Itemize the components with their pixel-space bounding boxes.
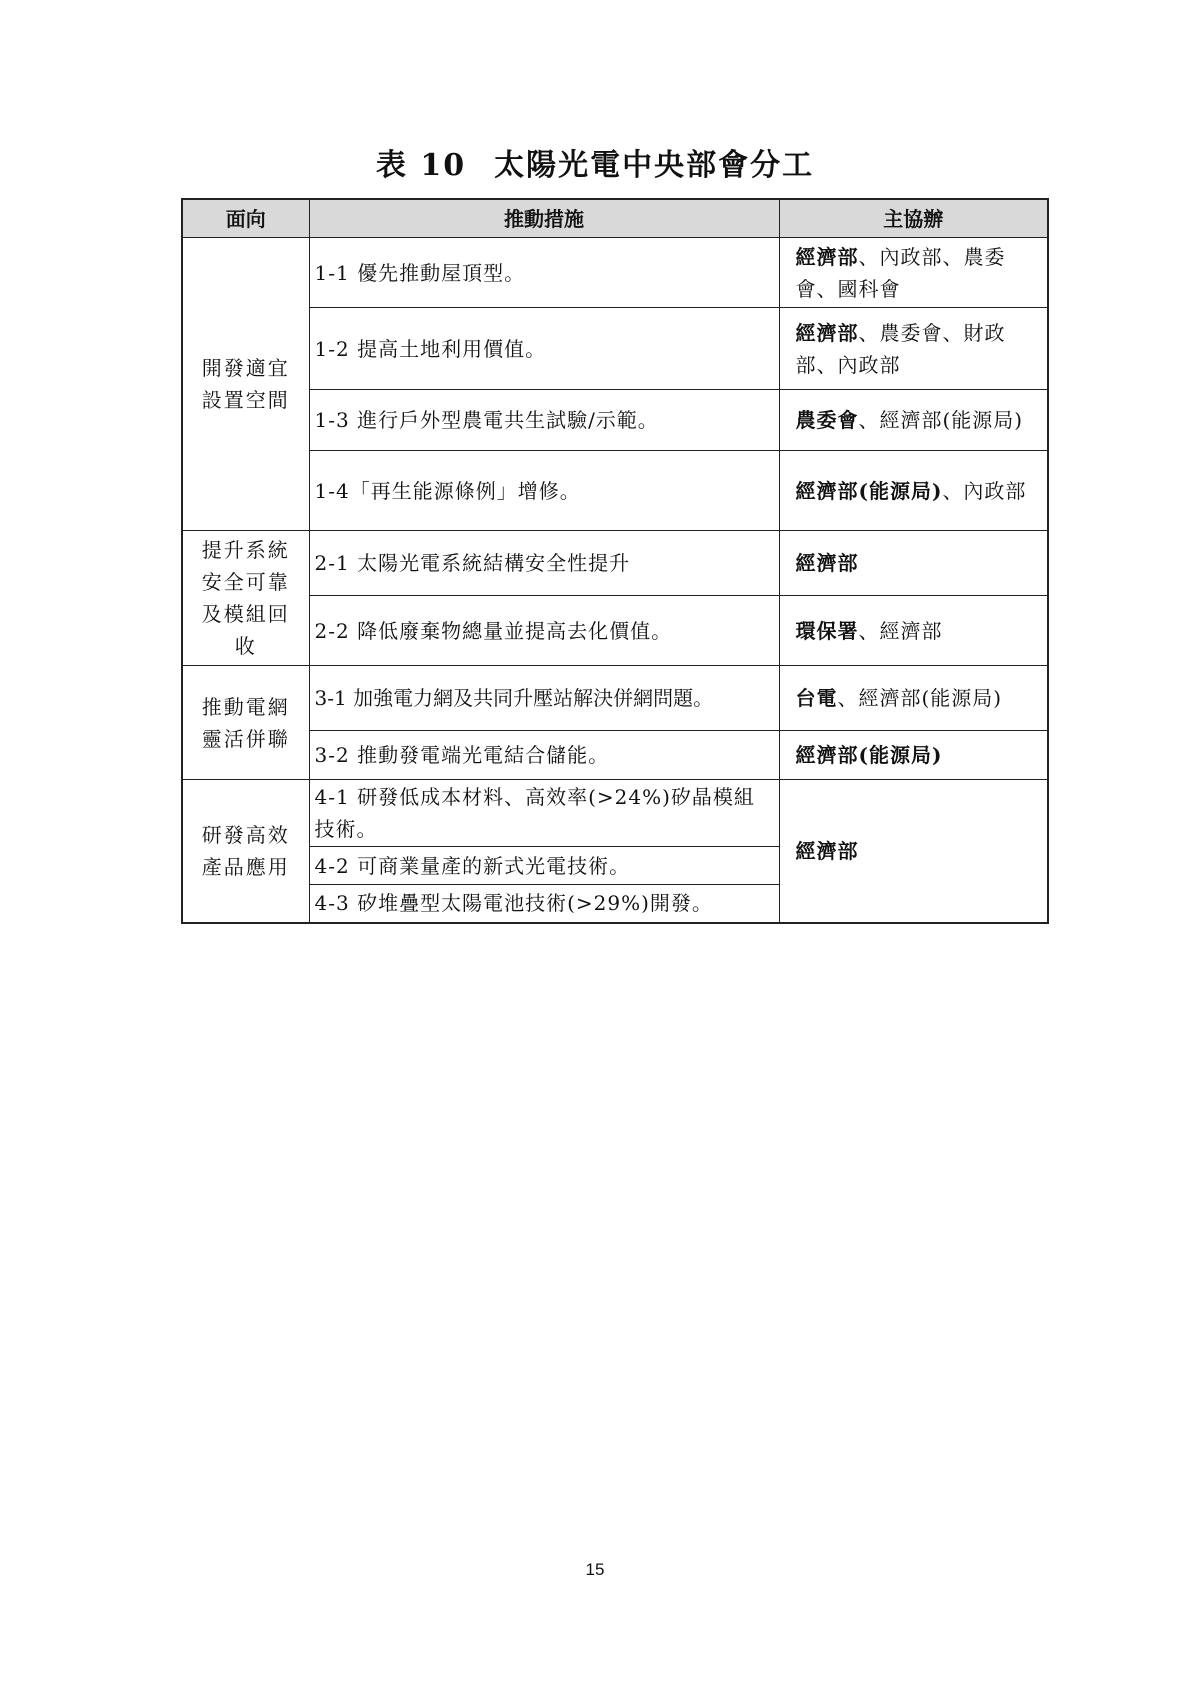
table-number: 表 10 bbox=[375, 148, 467, 183]
header-row bbox=[182, 199, 1048, 238]
measure-cell: 1-3 進行戶外型農電共生試驗/示範。 bbox=[309, 390, 779, 451]
table-row bbox=[182, 531, 1048, 596]
agency-cell bbox=[779, 666, 1048, 731]
lead-agency: 農委會 bbox=[795, 408, 859, 432]
aspect-cell: 開發適宜設置空間 bbox=[182, 238, 309, 531]
lead-agency: 台電 bbox=[795, 686, 838, 710]
assist-agency: 、經濟部 bbox=[858, 618, 943, 643]
table-row bbox=[182, 451, 1048, 531]
agency-cell bbox=[779, 238, 1048, 308]
division-table bbox=[181, 198, 1049, 924]
assist-agency: 、內政部、農委會、國科會 bbox=[795, 244, 1006, 301]
assist-agency: 、經濟部(能源局) bbox=[858, 408, 1024, 432]
assist-agency: 、農委會、財政部、內政部 bbox=[795, 320, 1006, 377]
lead-agency: 經濟部 bbox=[795, 320, 859, 345]
assist-agency: 、內政部 bbox=[942, 478, 1027, 503]
agency-cell bbox=[779, 596, 1048, 666]
aspect-cell: 研發高效產品應用 bbox=[182, 780, 309, 923]
header-measure: 推動措施 bbox=[309, 199, 779, 238]
table-row bbox=[182, 238, 1048, 308]
agency-cell bbox=[779, 451, 1048, 531]
measure-cell: 1-2 提高土地利用價值。 bbox=[309, 308, 779, 390]
table-row bbox=[182, 308, 1048, 390]
lead-agency: 環保署 bbox=[795, 618, 859, 643]
assist-agency: 、經濟部(能源局) bbox=[837, 686, 1003, 710]
measure-cell: 3-1 加強電力網及共同升壓站解決併網問題。 bbox=[309, 666, 779, 731]
measure-cell: 1-1 優先推動屋頂型。 bbox=[309, 238, 779, 308]
aspect-cell: 推動電網靈活併聯 bbox=[182, 666, 309, 780]
measure-cell: 2-2 降低廢棄物總量並提高去化價值。 bbox=[309, 596, 779, 666]
table-row bbox=[182, 666, 1048, 731]
table-title bbox=[0, 140, 1190, 184]
page-number: 15 bbox=[585, 1560, 605, 1579]
header-aspect: 面向 bbox=[182, 199, 309, 238]
agency-cell bbox=[779, 731, 1048, 780]
agency-cell bbox=[779, 390, 1048, 451]
lead-agency: 經濟部 bbox=[795, 838, 859, 863]
lead-agency: 經濟部(能源局) bbox=[795, 743, 943, 767]
lead-agency: 經濟部(能源局) bbox=[795, 478, 943, 503]
agency-cell bbox=[779, 780, 1048, 923]
measure-cell: 4-2 可商業量產的新式光電技術。 bbox=[309, 847, 779, 885]
table-row bbox=[182, 780, 1048, 847]
lead-agency: 經濟部 bbox=[795, 244, 859, 269]
measure-cell: 4-1 研發低成本材料、高效率(>24%)矽晶模組技術。 bbox=[309, 780, 779, 847]
aspect-cell: 提升系統安全可靠及模組回收 bbox=[182, 531, 309, 666]
measure-cell: 4-3 矽堆疊型太陽電池技術(>29%)開發。 bbox=[309, 885, 779, 923]
measure-cell: 2-1 太陽光電系統結構安全性提升 bbox=[309, 531, 779, 596]
table-row bbox=[182, 596, 1048, 666]
table-title-text: 太陽光電中央部會分工 bbox=[494, 148, 815, 183]
table-row bbox=[182, 390, 1048, 451]
agency-cell bbox=[779, 308, 1048, 390]
measure-cell: 3-2 推動發電端光電結合儲能。 bbox=[309, 731, 779, 780]
header-agency: 主協辦 bbox=[779, 199, 1048, 238]
measure-cell: 1-4「再生能源條例」增修。 bbox=[309, 451, 779, 531]
agency-cell bbox=[779, 531, 1048, 596]
lead-agency: 經濟部 bbox=[795, 551, 859, 575]
table-row bbox=[182, 731, 1048, 780]
